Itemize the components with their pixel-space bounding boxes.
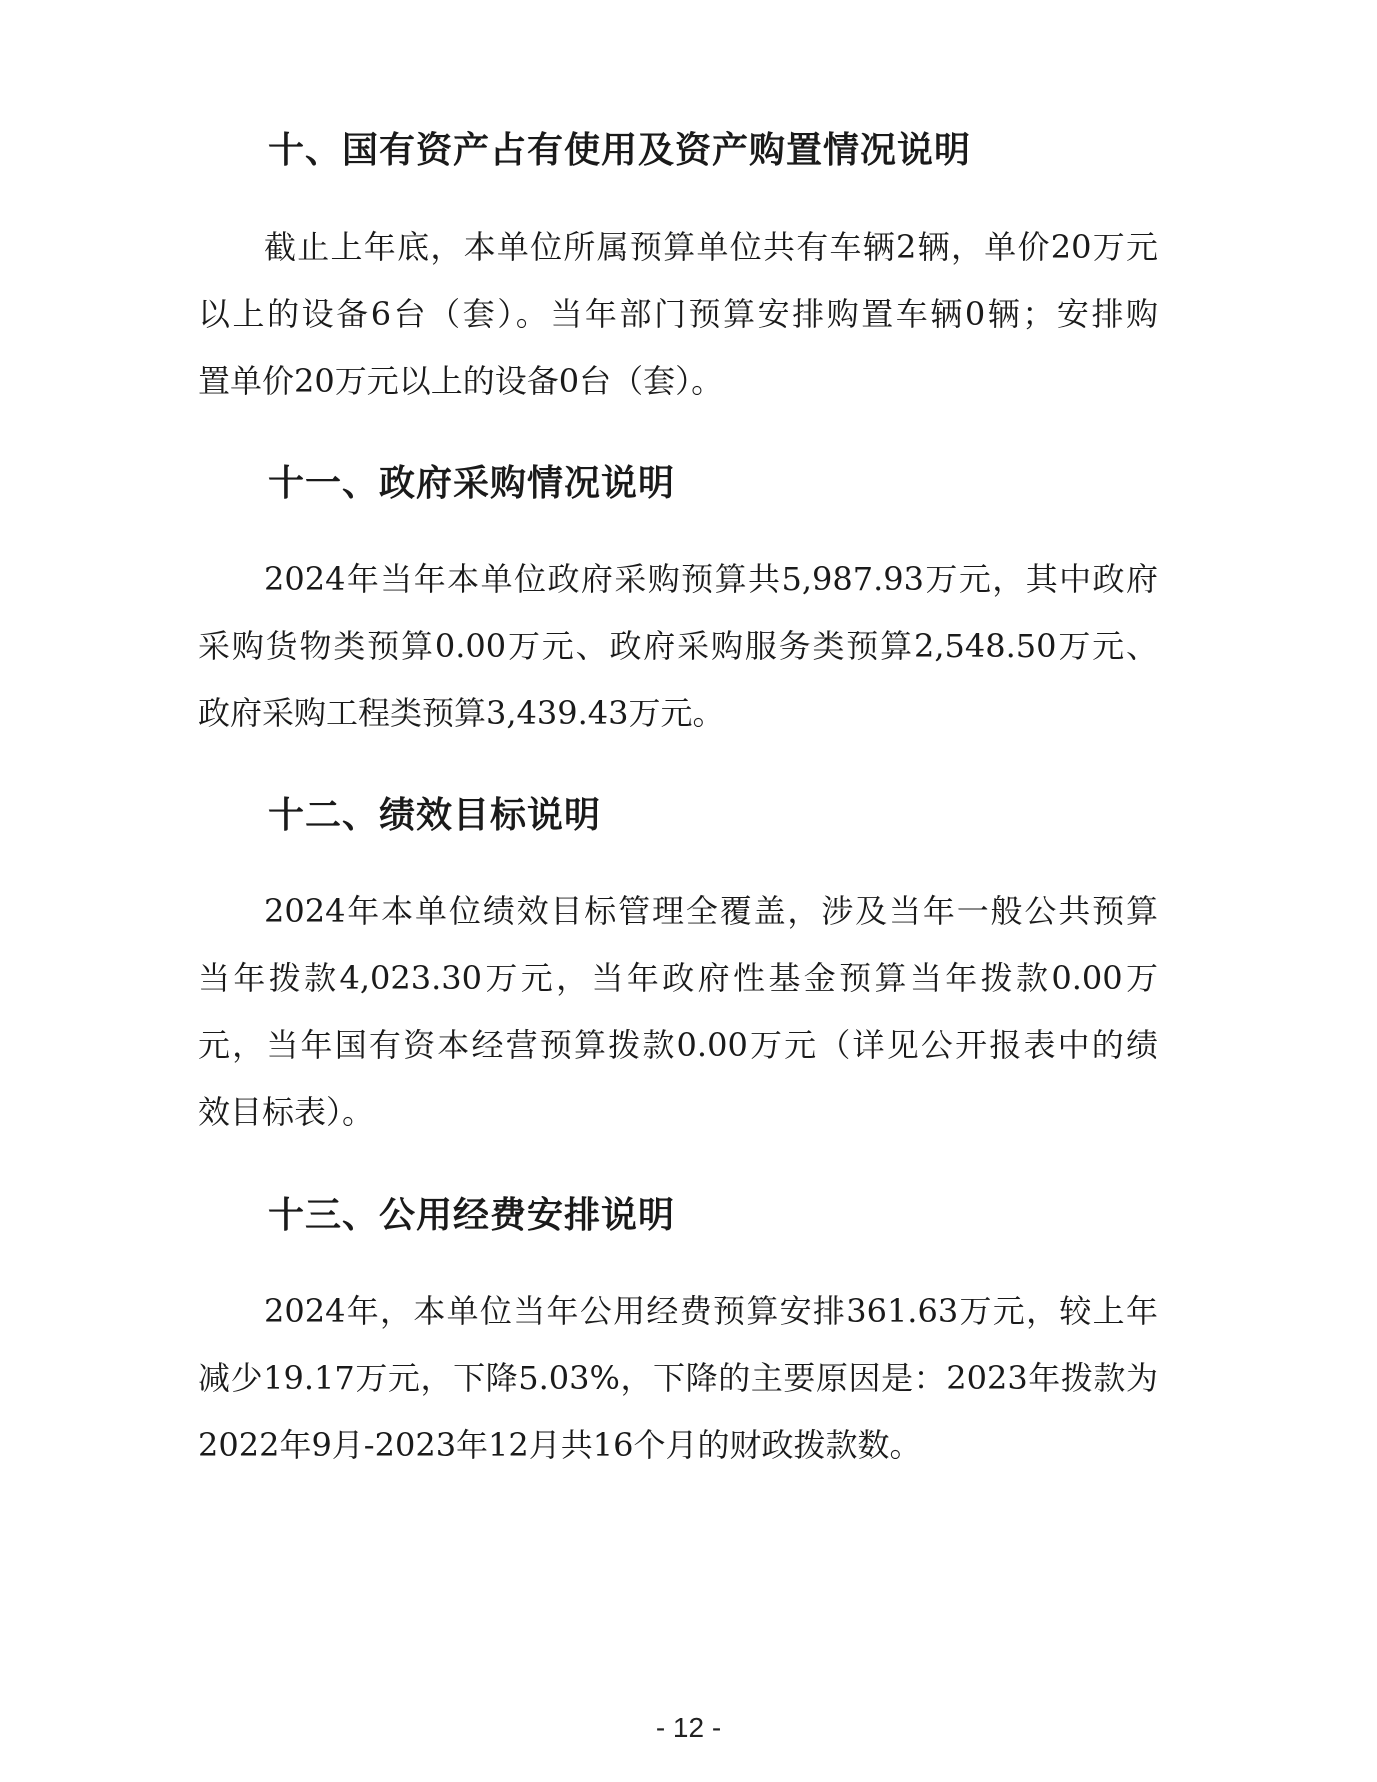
paragraph-line: 置单价20万元以上的设备0台（套）。	[198, 362, 724, 400]
paragraph-line: 减少19.17万元，下降5.03%，下降的主要原因是：2023年拨款为	[198, 1359, 1158, 1397]
paragraph-line: 截止上年底，本单位所属预算单位共有车辆2辆，单价20万元	[264, 228, 1158, 266]
section-paragraph	[198, 214, 1158, 415]
paragraph-line: 以上的设备6台（套）。当年部门预算安排购置车辆0辆；安排购	[198, 295, 1158, 333]
page-number: - 12 -	[655, 1712, 722, 1743]
paragraph-line: 元，当年国有资本经营预算拨款0.00万元（详见公开报表中的绩	[198, 1026, 1158, 1064]
section-heading: 十三、公用经费安排说明	[268, 1195, 676, 1236]
section-paragraph	[198, 546, 1158, 747]
paragraph-line: 政府采购工程类预算3,439.43万元。	[198, 694, 725, 732]
section-paragraph	[198, 878, 1158, 1146]
paragraph-line: 当年拨款4,023.30万元，当年政府性基金预算当年拨款0.00万	[198, 959, 1158, 997]
section-heading: 十二、绩效目标说明	[268, 795, 602, 836]
paragraph-line: 2024年当年本单位政府采购预算共5,987.93万元，其中政府	[264, 560, 1158, 598]
paragraph-line: 2024年本单位绩效目标管理全覆盖，涉及当年一般公共预算	[264, 892, 1158, 930]
paragraph-line: 效目标表）。	[198, 1093, 375, 1131]
paragraph-line: 2022年9月-2023年12月共16个月的财政拨款数。	[198, 1426, 922, 1464]
section-heading: 十一、政府采购情况说明	[268, 463, 676, 504]
section-paragraph	[198, 1278, 1158, 1479]
paragraph-line: 2024年，本单位当年公用经费预算安排361.63万元，较上年	[264, 1292, 1158, 1330]
section-heading: 十、国有资产占有使用及资产购置情况说明	[268, 130, 972, 171]
paragraph-line: 采购货物类预算0.00万元、政府采购服务类预算2,548.50万元、	[198, 627, 1158, 665]
